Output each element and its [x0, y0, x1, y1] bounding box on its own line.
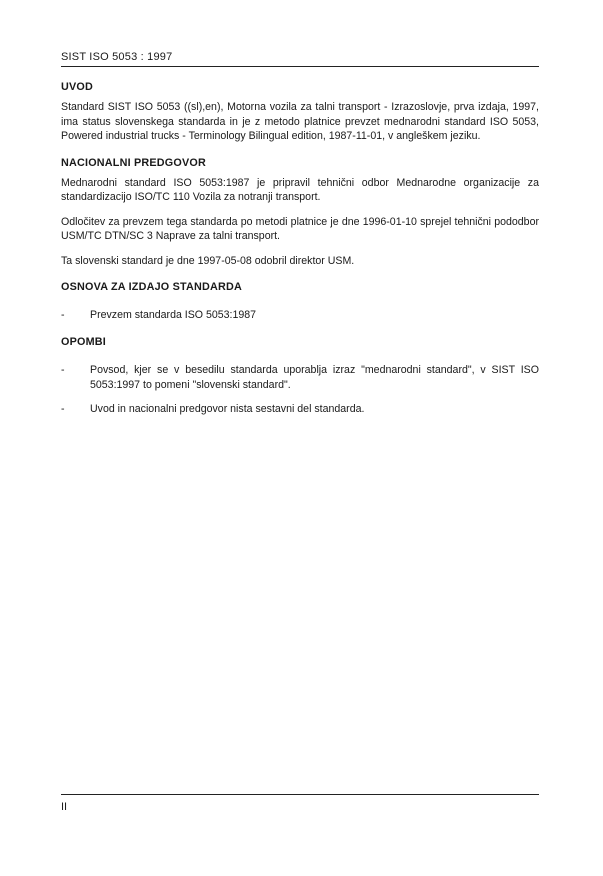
- opombi-item-text: Uvod in nacionalni predgovor nista sestavni del standarda.: [90, 403, 365, 416]
- bullet-dash: -: [61, 403, 65, 416]
- list-item: [61, 363, 539, 392]
- predgovor-paragraph-1: Mednarodni standard ISO 5053:1987 je pripravil tehnični odbor Mednarodne organizacije za standardizacijo ISO/TC 110 Vozila za notranji transport.: [61, 177, 539, 204]
- bullet-dash: -: [61, 309, 65, 322]
- list-item: [61, 308, 539, 322]
- page-number: II: [61, 801, 68, 813]
- bullet-dash: -: [61, 364, 65, 377]
- footer-rule: [61, 794, 539, 795]
- osnova-item-text: Prevzem standarda ISO 5053:1987: [90, 309, 257, 322]
- section-heading-nacionalni-predgovor: NACIONALNI PREDGOVOR: [61, 156, 206, 169]
- section-heading-osnova: OSNOVA ZA IZDAJO STANDARDA: [61, 281, 242, 294]
- predgovor-paragraph-2: Odločitev za prevzem tega standarda po metodi platnice je dne 1996-01-10 sprejel tehnični pododbor USM/TC DTN/SC 3 Naprave za talni transport.: [61, 215, 539, 243]
- document-header: SIST ISO 5053 : 1997: [61, 51, 173, 63]
- opombi-item-text: Povsod, kjer se v besedilu standarda uporablja izraz "mednarodni standard", v SIST ISO 5053:1997 to pomeni "slovenski standard".: [90, 364, 539, 391]
- predgovor-paragraph-3: Ta slovenski standard je dne 1997-05-08 odobril direktor USM.: [61, 254, 355, 267]
- section-heading-opombi: OPOMBI: [61, 335, 106, 348]
- section-heading-uvod: UVOD: [61, 81, 93, 93]
- list-item: [61, 402, 539, 416]
- header-rule: [61, 66, 539, 67]
- uvod-paragraph: Standard SIST ISO 5053 ((sl),en), Motorna vozila za talni transport - Izrazoslovje, prva izdaja, 1997, ima status slovenskega standarda in je z metodo platnice prevzet mednarodni standard ISO 5053, Powered industrial trucks - Terminology Bilingual edition, 1987-11-01, v angleškem jeziku.: [61, 101, 539, 143]
- document-body: [61, 80, 539, 417]
